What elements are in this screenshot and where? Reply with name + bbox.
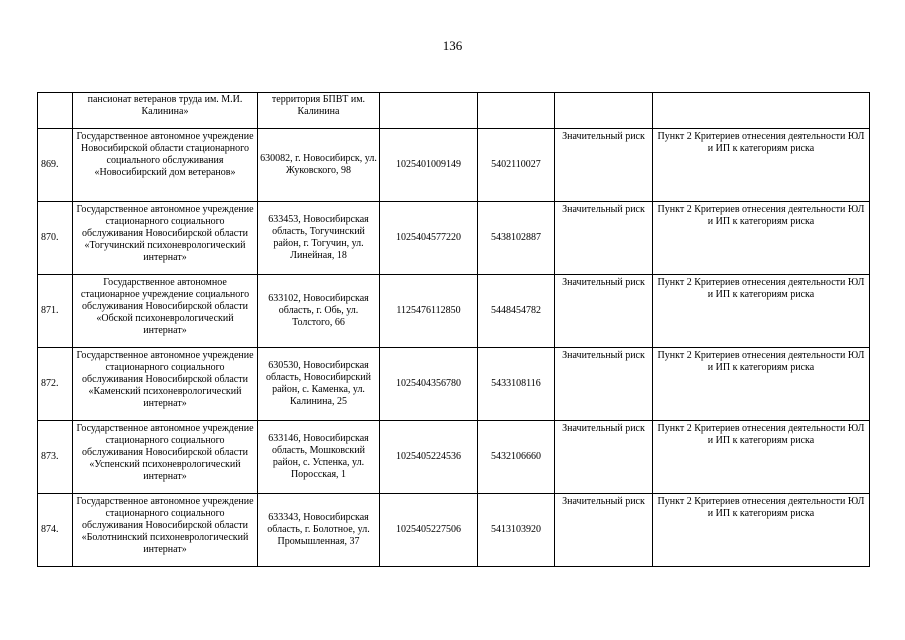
organization-name-cell: Государственное автономное учреждение стационарного социального обслуживания Новосибирской области «Успенский психоневрологический интернат» — [73, 421, 258, 494]
inn-cell: 5402110027 — [478, 129, 555, 202]
risk-cell: Значительный риск — [555, 275, 653, 348]
ogrn-cell: 1125476112850 — [380, 275, 478, 348]
table-row — [38, 421, 870, 494]
organization-name-cell: Государственное автономное учреждение Новосибирской области стационарного социального обслуживания «Новосибирский дом ветеранов» — [73, 129, 258, 202]
address-cell: 633453, Новосибирская область, Тогучинский район, г. Тогучин, ул. Линейная, 18 — [258, 202, 380, 275]
inn-cell: 5413103920 — [478, 494, 555, 567]
address-cell: 633343, Новосибирская область, г. Болотное, ул. Промышленная, 37 — [258, 494, 380, 567]
page-number: 136 — [442, 38, 463, 53]
inn-cell: 5438102887 — [478, 202, 555, 275]
row-number-cell: 874. — [38, 494, 73, 567]
criteria-cell: Пункт 2 Критериев отнесения деятельности ЮЛ и ИП к категориям риска — [653, 494, 870, 567]
inn-cell: 5433108116 — [478, 348, 555, 421]
ogrn-cell: 1025404577220 — [380, 202, 478, 275]
table-row — [38, 129, 870, 202]
inn-cell: 5432106660 — [478, 421, 555, 494]
table-row — [38, 348, 870, 421]
criteria-cell: Пункт 2 Критериев отнесения деятельности ЮЛ и ИП к категориям риска — [653, 202, 870, 275]
registry-table — [37, 92, 870, 567]
criteria-cell: Пункт 2 Критериев отнесения деятельности ЮЛ и ИП к категориям риска — [653, 275, 870, 348]
address-cell: 633102, Новосибирская область, г. Обь, ул. Толстого, 66 — [258, 275, 380, 348]
inn-cell — [478, 93, 555, 129]
risk-cell: Значительный риск — [555, 129, 653, 202]
criteria-cell: Пункт 2 Критериев отнесения деятельности ЮЛ и ИП к категориям риска — [653, 348, 870, 421]
row-number-cell: 873. — [38, 421, 73, 494]
organization-name-cell: Государственное автономное учреждение стационарного социального обслуживания Новосибирской области «Каменский психоневрологический интернат» — [73, 348, 258, 421]
criteria-cell — [653, 93, 870, 129]
ogrn-cell: 1025401009149 — [380, 129, 478, 202]
risk-cell: Значительный риск — [555, 494, 653, 567]
risk-cell: Значительный риск — [555, 202, 653, 275]
address-cell: 633146, Новосибирская область, Мошковский район, с. Успенка, ул. Поросская, 1 — [258, 421, 380, 494]
organization-name-cell: пансионат ветеранов труда им. М.И. Калинина» — [73, 93, 258, 129]
organization-name-cell: Государственное автономное стационарное учреждение социального обслуживания Новосибирской области «Обской психоневрологический интернат» — [73, 275, 258, 348]
row-number-cell: 872. — [38, 348, 73, 421]
table-row — [38, 494, 870, 567]
risk-cell — [555, 93, 653, 129]
row-number-cell: 869. — [38, 129, 73, 202]
address-cell: 630082, г. Новосибирск, ул. Жуковского, 98 — [258, 129, 380, 202]
risk-cell: Значительный риск — [555, 421, 653, 494]
table-row-continuation — [38, 93, 870, 129]
ogrn-cell — [380, 93, 478, 129]
ogrn-cell: 1025405227506 — [380, 494, 478, 567]
table-body — [38, 93, 870, 567]
organization-name-cell: Государственное автономное учреждение стационарного социального обслуживания Новосибирской области «Болотнинский психоневрологический интернат» — [73, 494, 258, 567]
criteria-cell: Пункт 2 Критериев отнесения деятельности ЮЛ и ИП к категориям риска — [653, 421, 870, 494]
risk-cell: Значительный риск — [555, 348, 653, 421]
row-number-cell: 870. — [38, 202, 73, 275]
address-cell: территория БПВТ им. Калинина — [258, 93, 380, 129]
inn-cell: 5448454782 — [478, 275, 555, 348]
table-row — [38, 202, 870, 275]
address-cell: 630530, Новосибирская область, Новосибирский район, с. Каменка, ул. Калинина, 25 — [258, 348, 380, 421]
ogrn-cell: 1025404356780 — [380, 348, 478, 421]
row-number-cell: 871. — [38, 275, 73, 348]
row-number-cell — [38, 93, 73, 129]
organization-name-cell: Государственное автономное учреждение стационарного социального обслуживания Новосибирской области «Тогучинский психоневрологический интернат» — [73, 202, 258, 275]
ogrn-cell: 1025405224536 — [380, 421, 478, 494]
criteria-cell: Пункт 2 Критериев отнесения деятельности ЮЛ и ИП к категориям риска — [653, 129, 870, 202]
table-row — [38, 275, 870, 348]
